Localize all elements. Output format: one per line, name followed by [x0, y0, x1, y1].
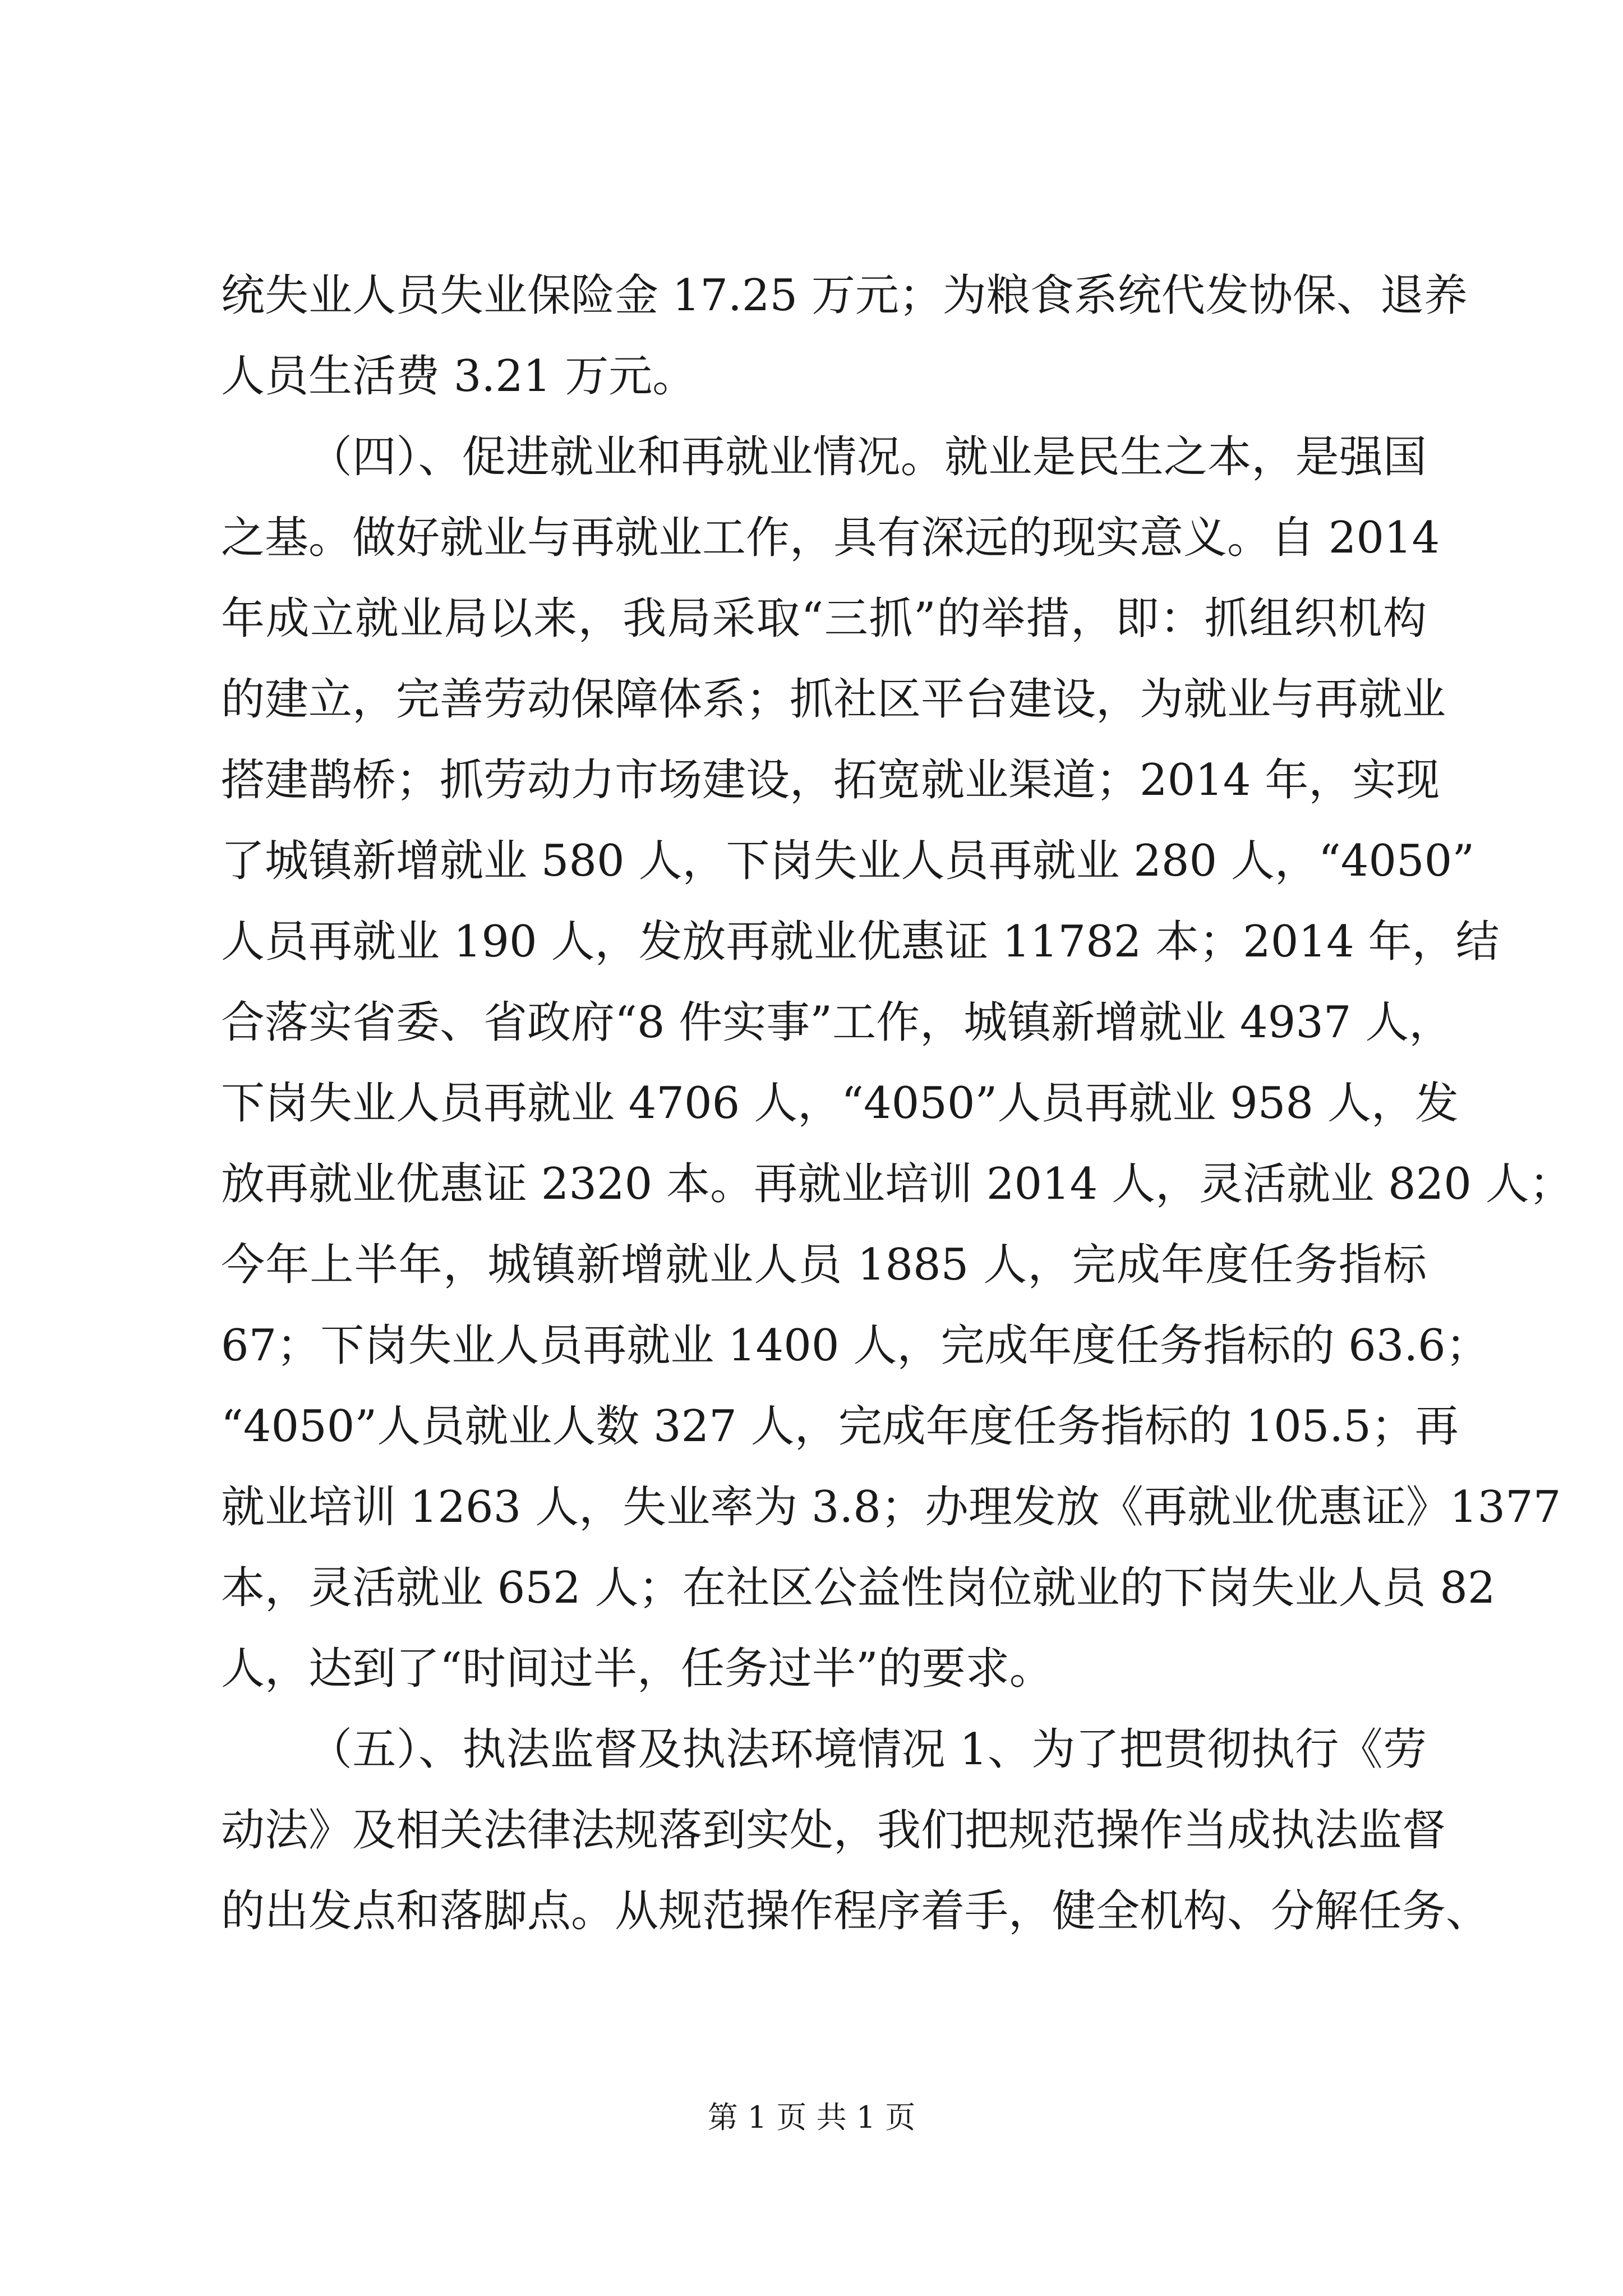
text-line: 人员生活费 3.21 万元。 — [221, 351, 697, 402]
text-line: 搭建鹊桥；抓劳动力市场建设，拓宽就业渠道；2014 年，实现 — [221, 755, 1440, 806]
text-line: 人，达到了“时间过半，任务过半”的要求。 — [221, 1644, 1053, 1694]
text-line: （五）、执法监督及执法环境情况 1、为了把贯彻执行《劳 — [308, 1724, 1427, 1775]
paragraph-employment — [221, 417, 1573, 1709]
page-number-label: 第 1 页 共 1 页 — [707, 2100, 916, 2135]
text-line: 下岗失业人员再就业 4706 人，“4050”人员再就业 958 人，发 — [221, 1078, 1459, 1129]
text-line: 本，灵活就业 652 人；在社区公益性岗位就业的下岗失业人员 82 — [221, 1563, 1496, 1613]
text-line: “4050”人员就业人数 327 人，完成年度任务指标的 105.5；再 — [221, 1401, 1459, 1452]
text-line: （四）、促进就业和再就业情况。就业是民生之本，是强国 — [308, 432, 1427, 482]
text-line: 67；下岗失业人员再就业 1400 人，完成年度任务指标的 63.6； — [221, 1320, 1490, 1371]
paragraph-continuation — [221, 255, 1468, 417]
page-footer — [0, 2098, 1623, 2137]
text-line: 动法》及相关法律法规落到实处，我们把规范操作当成执法监督 — [221, 1805, 1446, 1856]
document-body — [221, 255, 1573, 1952]
text-line: 的建立，完善劳动保障体系；抓社区平台建设，为就业与再就业 — [221, 674, 1446, 725]
text-line: 之基。做好就业与再就业工作，具有深远的现实意义。自 2014 — [221, 513, 1440, 563]
text-line: 就业培训 1263 人，失业率为 3.8；办理发放《再就业优惠证》1377 — [221, 1482, 1561, 1533]
text-line: 年成立就业局以来，我局采取“三抓”的举措，即：抓组织机构 — [221, 593, 1427, 644]
text-line: 了城镇新增就业 580 人，下岗失业人员再就业 280 人，“4050” — [221, 836, 1475, 886]
text-line: 统失业人员失业保险金 17.25 万元；为粮食系统代发协保、退养 — [221, 270, 1468, 321]
text-line: 人员再就业 190 人，发放再就业优惠证 11782 本；2014 年，结 — [221, 917, 1500, 967]
text-line: 放再就业优惠证 2320 本。再就业培训 2014 人，灵活就业 820 人； — [221, 1159, 1573, 1209]
text-line: 今年上半年，城镇新增就业人员 1885 人，完成年度任务指标 — [221, 1240, 1427, 1290]
paragraph-law-enforcement — [221, 1709, 1490, 1952]
text-line: 合落实省委、省政府“8 件实事”工作，城镇新增就业 4937 人， — [221, 997, 1453, 1048]
text-line: 的出发点和落脚点。从规范操作程序着手，健全机构、分解任务、 — [221, 1886, 1490, 1936]
